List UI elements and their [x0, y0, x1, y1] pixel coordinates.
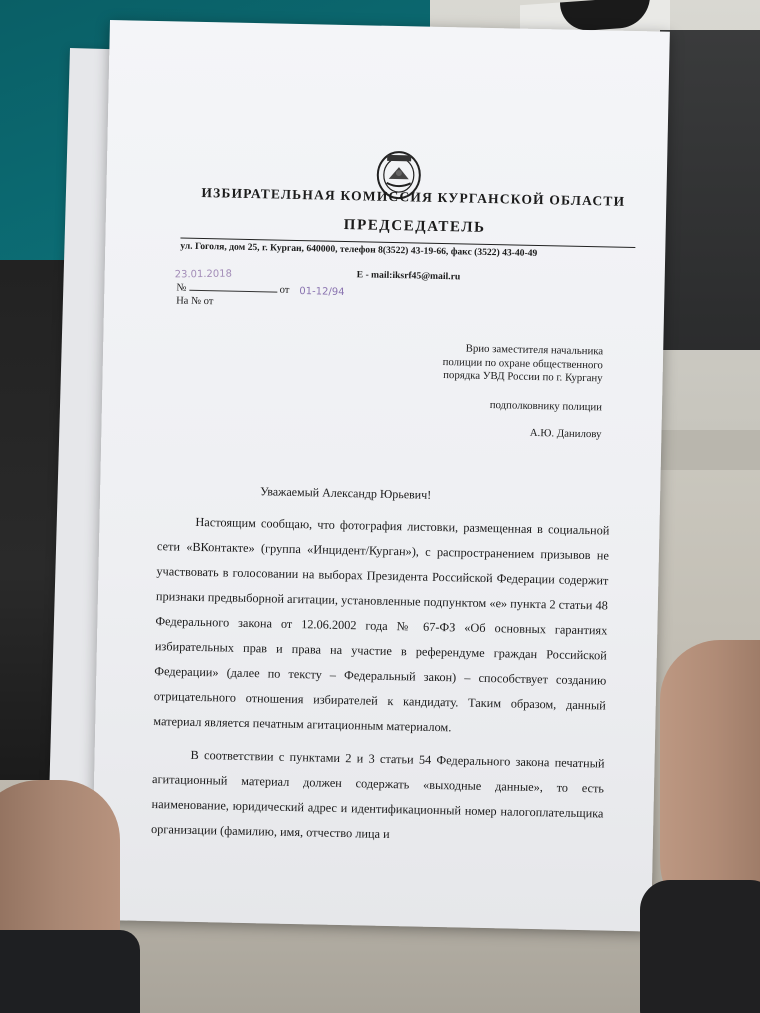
registration-number-stamp: 01-12/94: [299, 286, 345, 298]
recipient-rank: подполковнику полиции: [489, 398, 603, 413]
recipient-block: [401, 341, 603, 442]
registration-line-1: [176, 279, 289, 295]
registration-date-stamp: 23.01.2018: [174, 268, 233, 281]
letter-body: [151, 509, 610, 851]
letter-page: [91, 20, 670, 932]
position-title: ПРЕДСЕДАТЕЛЬ: [343, 216, 486, 236]
reply-separator: от: [203, 296, 214, 308]
greeting: Уважаемый Александр Юрьевич!: [260, 484, 432, 502]
address-line: ул. Гоголя, дом 25, г. Курган, 640000, телефон 8(3522) 43-19-66, факс (3522) 43-40-49: [180, 238, 635, 262]
registration-line-2: [176, 295, 213, 307]
recipient-line: порядка УВД России по г. Кургану: [443, 369, 603, 385]
reply-prefix: На №: [176, 295, 202, 307]
paragraph: Настоящим сообщаю, что фотография листовки, размещенная в социальной сети «ВКонтакте» (группа «Инцидент/Курган»), с распространением призывов не участвовать в голосовании на выборах Президента Российской Федерации содержит признаки предвыборной агитации, установленные подпунктом «е» пункта 2 статьи 48 Федерального закона от 12.06.2002 года № 67-ФЗ «Об основных гарантиях избирательных прав и права на участие в референдуме граждан Российской Федерации» (далее по тексту – Федеральный закон) – способствует созданию отрицательного отношения избирателей к кандидату. Таким образом, данный материал является печатным агитационным материалом.: [153, 514, 610, 735]
recipient-name: А.Ю. Данилову: [529, 426, 602, 441]
left-sleeve: [0, 930, 140, 1013]
reg-prefix: №: [176, 282, 187, 294]
right-sleeve: [640, 880, 760, 1013]
paragraph: В соответствии с пунктами 2 и 3 статьи 54 Федерального закона печатный агитационный материал должен содержать «выходные данные», то есть наименование, юридический адрес и идентификационный номер налогоплательщика организации (фамилию, имя, отчество лица и: [150, 747, 605, 842]
background-dark-object: [660, 30, 760, 350]
recipient-line: полиции по охране общественного: [442, 355, 604, 371]
email-line: E - mail:iksrf45@mail.ru: [356, 269, 461, 283]
reg-blank: [189, 280, 277, 293]
recipient-line: Врио заместителя начальника: [465, 342, 604, 358]
organization-name: ИЗБИРАТЕЛЬНАЯ КОМИССИЯ КУРГАНСКОЙ ОБЛАСТИ: [201, 184, 626, 209]
reg-separator: от: [279, 284, 290, 296]
